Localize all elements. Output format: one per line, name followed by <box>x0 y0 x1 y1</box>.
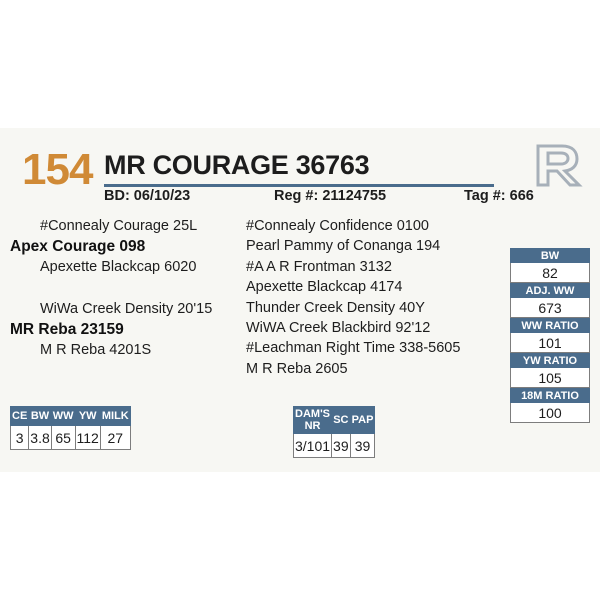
card-header <box>0 128 600 204</box>
ratio-row <box>510 248 590 283</box>
extra-header: DAM'S NR <box>295 408 331 432</box>
great-grandparent: #Connealy Confidence 0100 <box>246 218 429 234</box>
epd-header: YW <box>75 407 100 426</box>
dam-name: MR Reba 23159 <box>10 321 124 338</box>
table-row <box>11 426 131 450</box>
ratio-row <box>510 283 590 318</box>
table-header-row <box>11 407 131 426</box>
ratio-row <box>510 388 590 423</box>
paternal-granddam: Apexette Blackcap 6020 <box>40 259 197 275</box>
pedigree-great-grandparents <box>246 216 508 379</box>
stylized-r-logo-icon <box>532 142 584 188</box>
ratio-label: ADJ. WW <box>510 283 590 298</box>
paternal-grandsire: #Connealy Courage 25L <box>40 218 198 234</box>
header-divider <box>104 184 494 187</box>
dam-block <box>10 299 238 360</box>
extra-value: 39 <box>350 434 375 458</box>
epd-table <box>10 406 131 450</box>
ratio-value: 82 <box>510 263 590 283</box>
extra-value: 3/101 <box>294 434 332 458</box>
sire-block <box>10 216 238 277</box>
ratio-value: 105 <box>510 368 590 388</box>
ratio-label: YW RATIO <box>510 353 590 368</box>
great-grandparent: #Leachman Right Time 338-5605 <box>246 340 461 357</box>
maternal-grandsire: WiWa Creek Density 20'15 <box>40 301 213 317</box>
ratio-value: 673 <box>510 298 590 318</box>
epd-value: 3.8 <box>29 426 51 450</box>
great-grandparent: Thunder Creek Density 40Y <box>246 299 425 316</box>
sire-name: Apex Courage 098 <box>10 238 146 255</box>
birth-date: BD: 06/10/23 <box>104 188 191 204</box>
id-line <box>104 188 588 204</box>
extra-measures-table <box>293 406 375 458</box>
pedigree-parents <box>10 216 238 360</box>
extra-value: 39 <box>332 434 351 458</box>
great-grandparent: WiWA Creek Blackbird 92'12 <box>246 320 431 337</box>
great-grandparent: M R Reba 2605 <box>246 360 348 377</box>
ratio-stack <box>510 248 590 423</box>
extra-header: PAP <box>350 407 375 434</box>
great-grandparent: #A A R Frontman 3132 <box>246 258 392 275</box>
epd-header: BW <box>29 407 51 426</box>
sale-catalog-card <box>0 128 600 472</box>
registration-number: Reg #: 21124755 <box>274 188 387 204</box>
epd-value: 27 <box>100 426 130 450</box>
maternal-granddam: M R Reba 4201S <box>40 342 152 358</box>
ratio-value: 100 <box>510 403 590 423</box>
lot-number: 154 <box>22 145 93 194</box>
extra-header: SC <box>332 407 351 434</box>
ratio-label: 18M RATIO <box>510 388 590 403</box>
epd-header: WW <box>51 407 75 426</box>
table-header-row <box>294 407 375 434</box>
ratio-value: 101 <box>510 333 590 353</box>
epd-header: MILK <box>100 407 130 426</box>
epd-header: CE <box>11 407 29 426</box>
great-grandparent: Pearl Pammy of Conanga 194 <box>246 238 441 255</box>
epd-value: 112 <box>75 426 100 450</box>
animal-name: MR COURAGE 36763 <box>104 150 370 180</box>
ratio-row <box>510 353 590 388</box>
table-row <box>294 434 375 458</box>
ratio-label: WW RATIO <box>510 318 590 333</box>
epd-value: 3 <box>11 426 29 450</box>
ratio-row <box>510 318 590 353</box>
ratio-label: BW <box>510 248 590 263</box>
epd-value: 65 <box>51 426 75 450</box>
great-grandparent: Apexette Blackcap 4174 <box>246 279 403 296</box>
tag-number: Tag #: 666 <box>464 188 534 204</box>
